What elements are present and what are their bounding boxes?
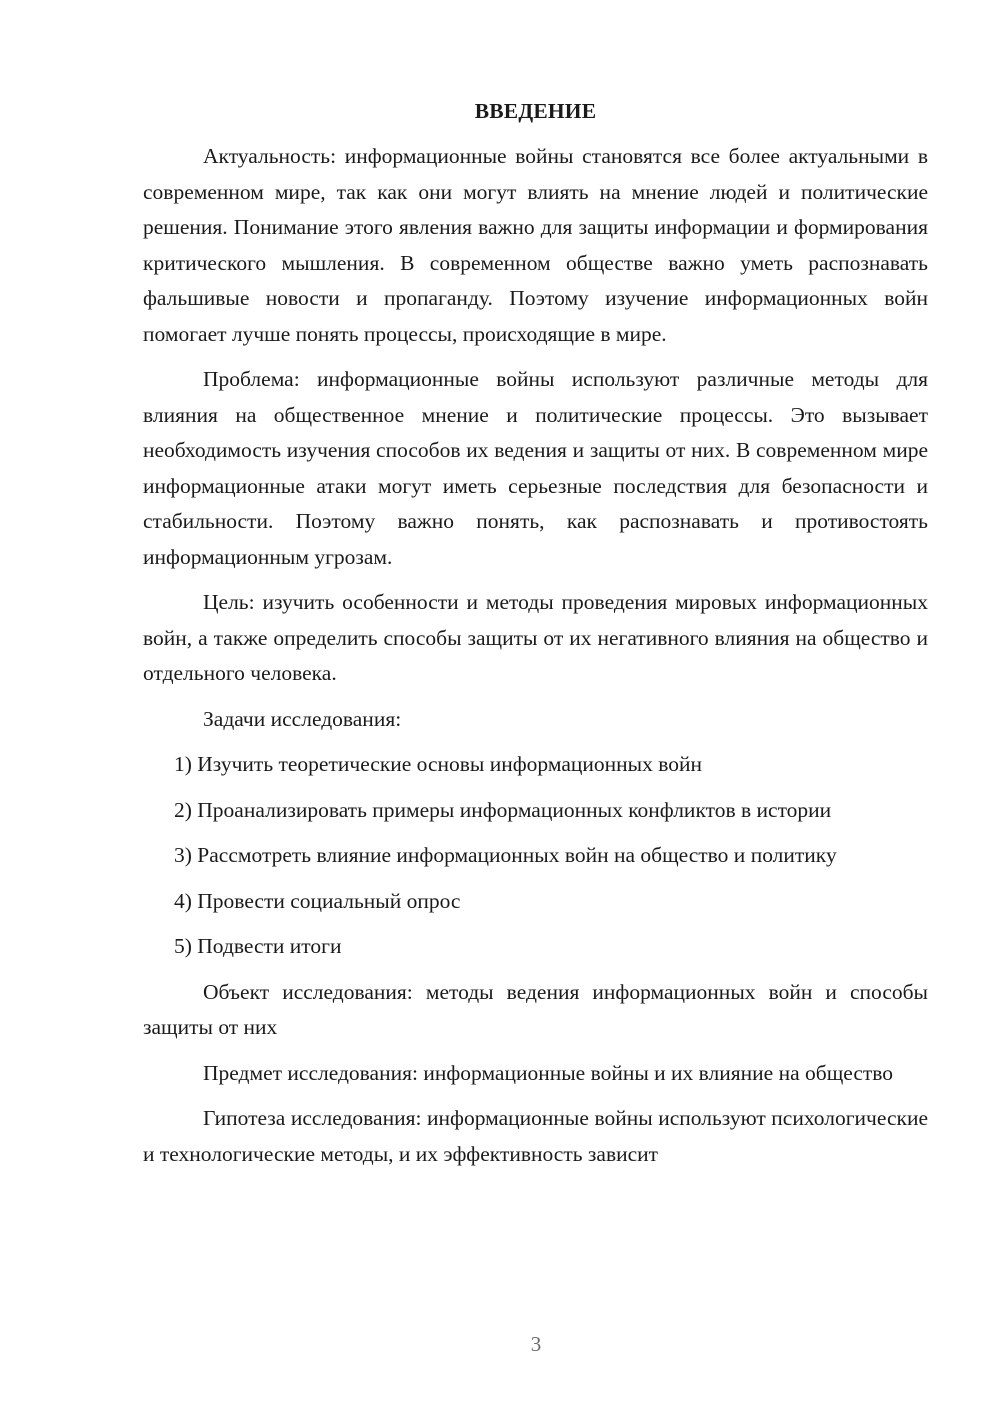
page-number: 3 xyxy=(530,1332,542,1356)
task-item: 1) Изучить теоретические основы информационных войн xyxy=(174,752,702,776)
task-item: 5) Подвести итоги xyxy=(174,934,342,958)
paragraph-goal: Цель: изучить особенности и методы проведения мировых информационных войн, а также определить способы защиты от их негативного влияния на общество и отдельного человека. xyxy=(143,590,928,685)
paragraph-object: Объект исследования: методы ведения информационных войн и способы защиты от них xyxy=(143,979,928,1039)
paragraph-hypothesis: Гипотеза исследования: информационные войны используют психологические и технологические методы, и их эффективность зависит xyxy=(143,1106,928,1166)
paragraph-subject: Предмет исследования: информационные войны и их влияние на общество xyxy=(203,1060,894,1085)
paragraph-problem: Проблема: информационные войны используют различные методы для влияния на общественное мнение и политические процессы. Это вызывает необходимость изучения способов их ведения и защиты от них. В современном мире информационные атаки могут иметь серьезные последствия для безопасности и стабильности. Поэтому важно понять, как распознавать и противостоять информационным угрозам. xyxy=(143,367,928,569)
paragraph-relevance: Актуальность: информационные войны становятся все более актуальными в современном мире, так как они могут влиять на мнение людей и политические решения. Понимание этого явления важно для защиты информации и формирования критического мышления. В современном обществе важно уметь распознавать фальшивые новости и пропаганду. Поэтому изучение информационных войн помогает лучше понять процессы, происходящие в мире. xyxy=(143,144,928,346)
tasks-heading: Задачи исследования: xyxy=(203,706,402,731)
section-title: ВВЕДЕНИЕ xyxy=(474,99,597,123)
task-item: 2) Проанализировать примеры информационных конфликтов в истории xyxy=(174,797,832,822)
task-item: 4) Провести социальный опрос xyxy=(174,888,461,913)
task-item: 3) Рассмотреть влияние информационных войн на общество и политику xyxy=(174,843,837,867)
document-body xyxy=(143,96,928,1182)
